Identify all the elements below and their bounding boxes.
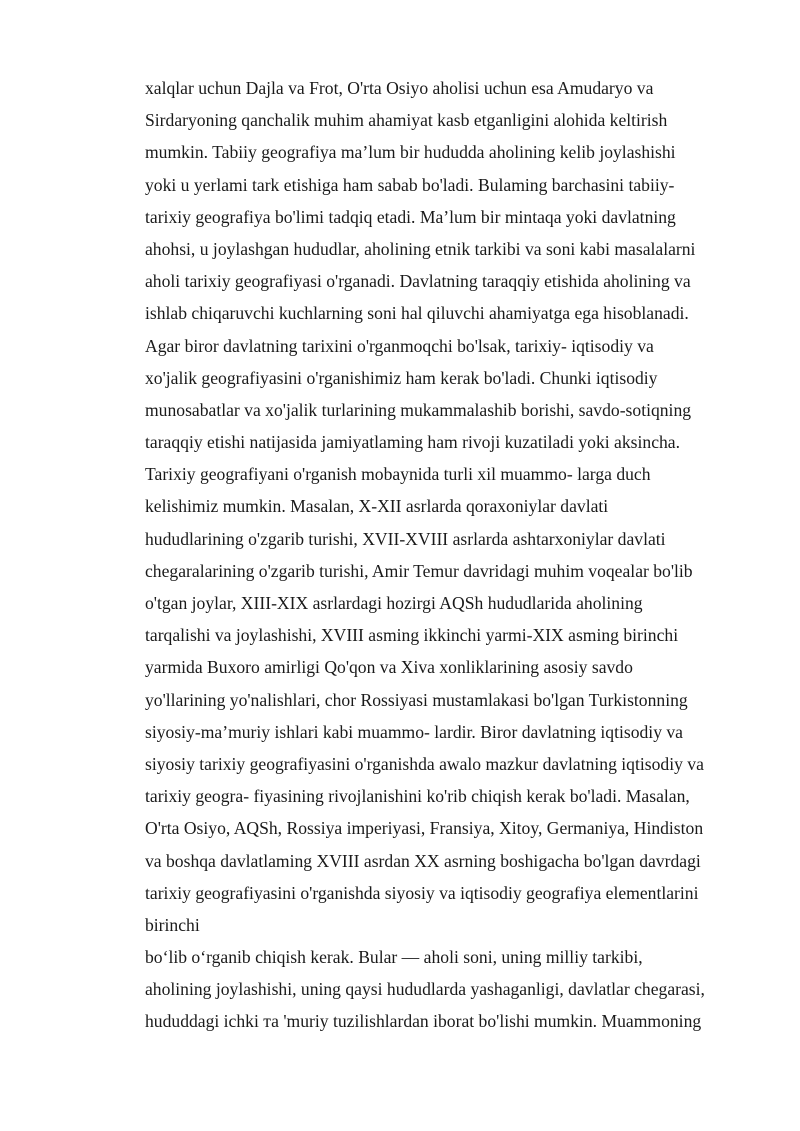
text-line: tarqalishi va joylashishi, XVIII asming ikkinchi yarmi-XIX asming birinchi — [145, 625, 679, 646]
text-line: yarmida Buxoro amirligi Qo'qon va Xiva xonliklarining asosiy savdo — [145, 657, 633, 678]
text-line: xalqlar uchun Dajla va Frot, O'rta Osiyo aholisi uchun esa Amudaryo va — [145, 78, 654, 98]
text-line: Sirdaryoning qanchalik muhim ahamiyat kasb etganligini alohida keltirish — [145, 110, 668, 131]
text-line: tarixiy geografiya bo'limi tadqiq etadi. Ma’lum bir mintaqa yoki davlatning — [145, 206, 676, 227]
text-line: xo'jalik geografiyasini o'rganishimiz ham kerak bo'ladi. Chunki iqtisodiy — [145, 367, 658, 388]
text-line: bo‘lib o‘rganib chiqish kerak. Bular — aholi soni, uning milliy tarkibi, — [145, 947, 643, 968]
text-line: birinchi — [145, 914, 200, 935]
text-line: tarixiy geografiyasini o'rganishda siyosiy va iqtisodiy geografiya elementlarini — [145, 882, 699, 903]
text-line: munosabatlar va xo'jalik turlarining mukammalashib borishi, savdo-sotiqning — [145, 399, 692, 420]
text-line: Agar biror davlatning tarixini o'rganmoqchi bo'lsak, tarixiy- iqtisodiy va — [145, 335, 654, 356]
text-line: hududdagi ichki та 'muriy tuzilishlardan iborat bo'lishi mumkin. Muammoning — [145, 1011, 702, 1032]
text-line: mumkin. Tabiiy geografiya ma’lum bir hududda aholining kelib joylashishi — [145, 142, 676, 163]
text-line: aholining joylashishi, uning qaysi hududlarda yashaganligi, davlatlar chegarasi, — [145, 979, 705, 1000]
text-line: siyosiy tarixiy geografiyasini o'rganishda awalo mazkur davlatning iqtisodiy va — [145, 753, 704, 774]
text-line: chegaralarining o'zgarib turishi, Amir Temur davridagi muhim voqealar bo'lib — [145, 560, 693, 581]
text-line: yoki u yerlami tark etishiga ham sabab bo'ladi. Bulaming barchasini tabiiy- — [145, 174, 675, 195]
text-line: aholi tarixiy geografiyasi o'rganadi. Davlatning taraqqiy etishida aholining va — [145, 271, 691, 292]
text-line: kelishimiz mumkin. Masalan, X-XII asrlarda qoraxoniylar davlati — [145, 496, 609, 517]
text-line: tarixiy geogra- fiyasining rivojlanishini ko'rib chiqish kerak bo'ladi. Masalan, — [145, 786, 690, 807]
text-line: va boshqa davlatlaming XVIII asrdan XX asrning boshigacha bo'lgan davrdagi — [145, 850, 701, 871]
text-line: O'rta Osiyo, AQSh, Rossiya imperiyasi, Fransiya, Xitoy, Germaniya, Hindiston — [145, 818, 704, 839]
text-line: ishlab chiqaruvchi kuchlarning soni hal qiluvchi ahamiyatga ega hisoblanadi. — [145, 303, 689, 324]
body-text — [145, 72, 755, 1038]
text-line: o'tgan joylar, XIII-XIX asrlardagi hozirgi AQSh hududlarida aholining — [145, 593, 643, 613]
text-line: ahohsi, u joylashgan hududlar, aholining etnik tarkibi va soni kabi masalalarni — [145, 238, 696, 259]
text-line: Tarixiy geografiyani o'rganish mobaynida turli xil muammo- larga duch — [145, 464, 651, 485]
text-line: hududlarining o'zgarib turishi, XVII-XVIII asrlarda ashtarxoniylar davlati — [145, 528, 666, 549]
text-line: siyosiy-ma’muriy ishlari kabi muammo- lardir. Biror davlatning iqtisodiy va — [145, 721, 683, 742]
text-line: yo'llarining yo'nalishlari, chor Rossiyasi mustamlakasi bo'lgan Turkistonning — [145, 689, 688, 710]
text-line: taraqqiy etishi natijasida jamiyatlaming ham rivoji kuzatiladi yoki aksincha. — [145, 432, 681, 453]
